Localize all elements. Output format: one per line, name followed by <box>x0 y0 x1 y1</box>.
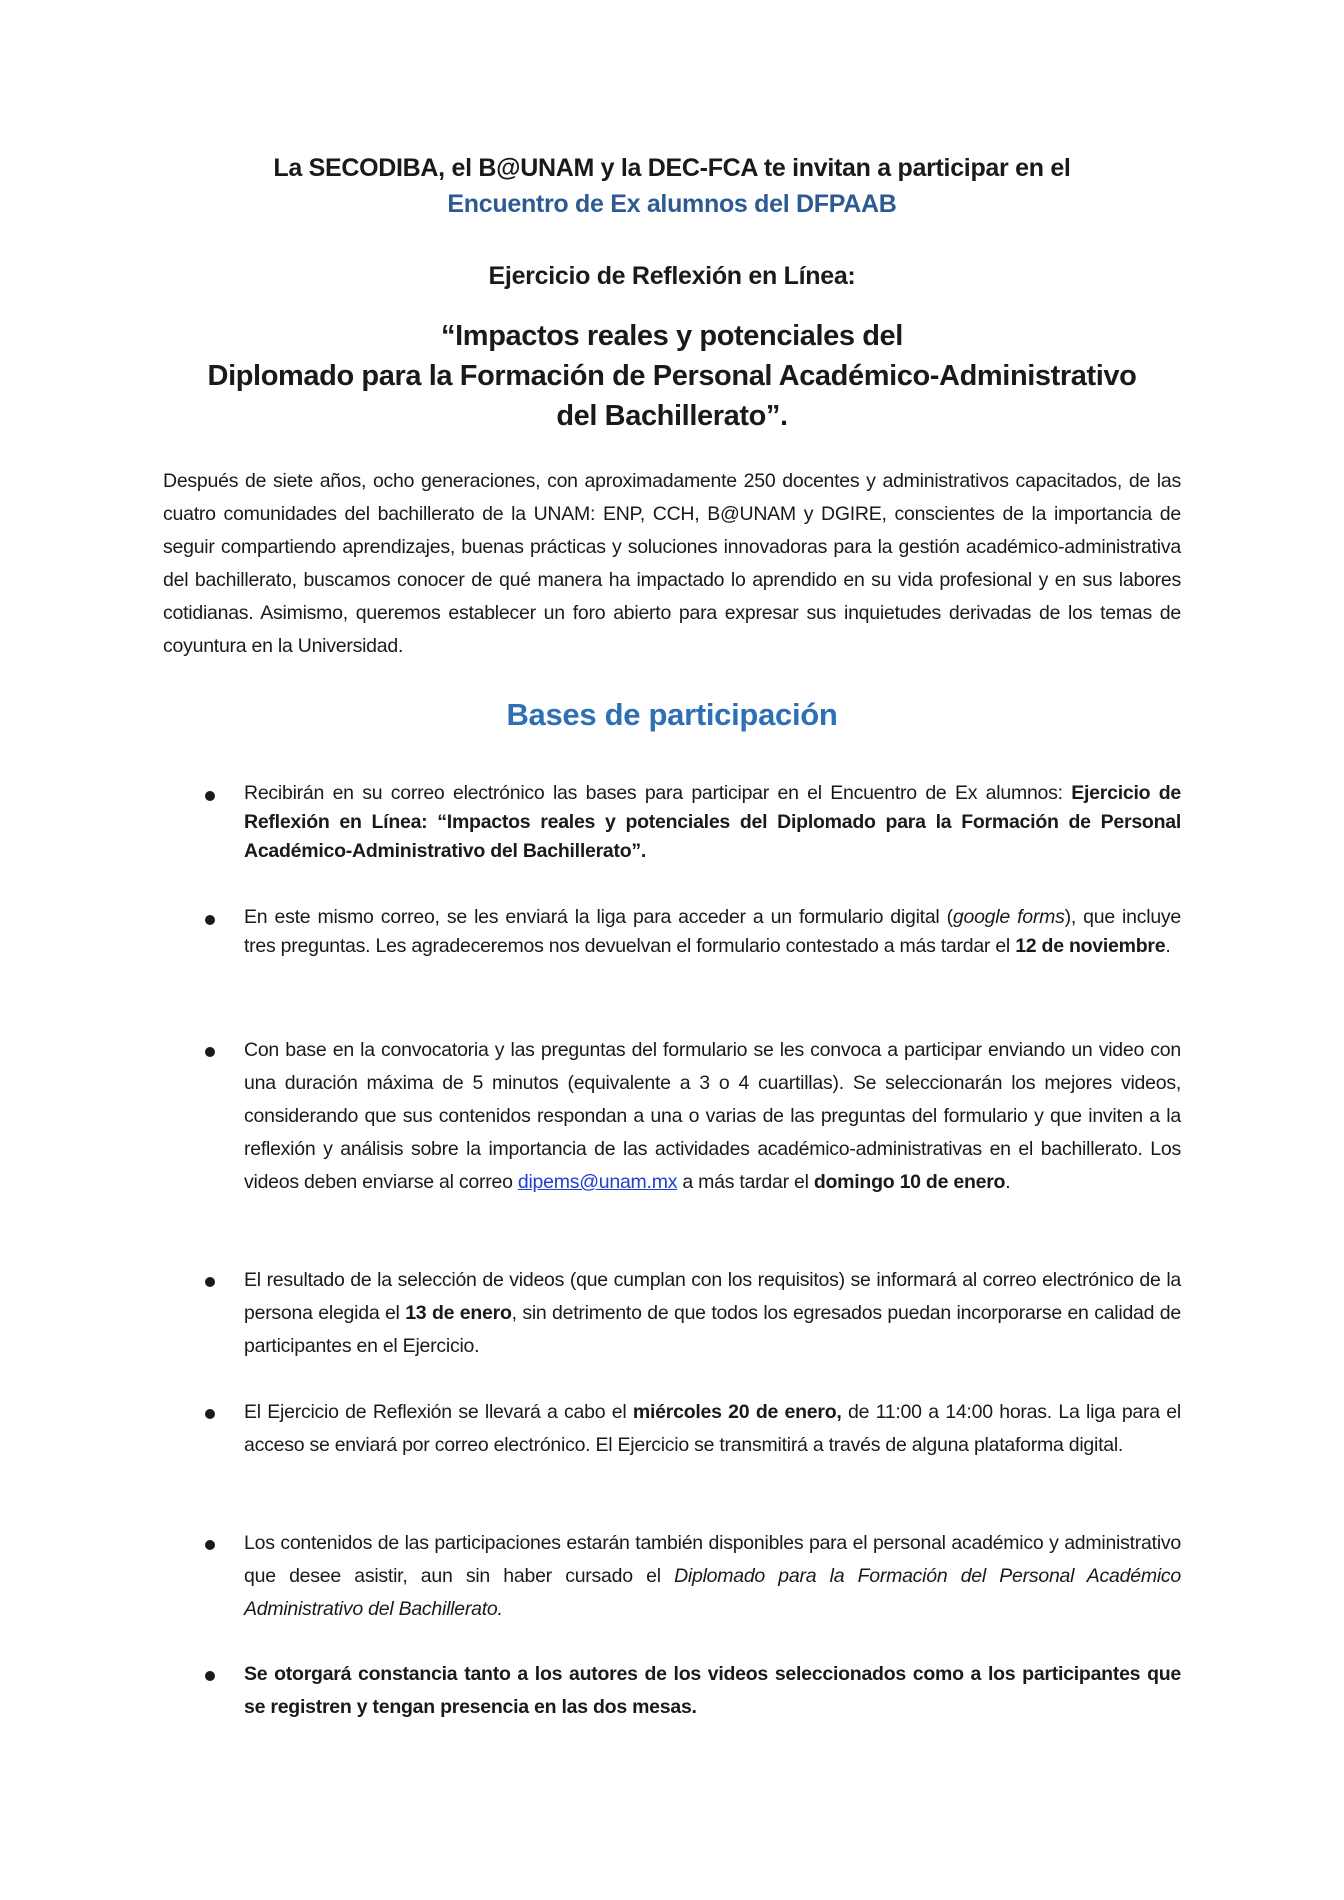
bullet-icon <box>205 1671 215 1681</box>
title-line-3: del Bachillerato”. <box>556 400 788 432</box>
event-name: Encuentro de Ex alumnos del DFPAAB <box>447 190 897 218</box>
bullet-icon <box>205 791 215 801</box>
list-item-text: En este mismo correo, se les enviará la liga para acceder a un formulario digital (google forms), que incluye tres preguntas. Les agradeceremos nos devuelvan el formulario contestado a más tardar el 12 de noviembre. <box>244 906 1182 957</box>
list-item-text: Los contenidos de las participaciones estarán también disponibles para el personal académico y administrativo que desee asistir, aun sin haber cursado el Diplomado para la Formación del Personal Académico Administrativo del Bachillerato. <box>244 1532 1182 1620</box>
title-line-1: “Impactos reales y potenciales del <box>441 320 903 352</box>
title-line-2: Diplomado para la Formación de Personal Académico-Administrativo <box>207 360 1137 392</box>
list-item-text: Recibirán en su correo electrónico las bases para participar en el Encuentro de Ex alumnos: Ejercicio de Reflexión en Línea: “Impactos reales y potenciales del Diplomado para la Formación de Personal Académico-Administrativo del Bachillerato”. <box>244 782 1182 862</box>
bullet-icon <box>205 1409 215 1419</box>
list-item-text: El resultado de la selección de videos (que cumplan con los requisitos) se informará al correo electrónico de la persona elegida el 13 de enero, sin detrimento de que todos los egresados puedan incorporarse en calidad de participantes en el Ejercicio. <box>244 1269 1181 1357</box>
bullet-icon <box>205 1277 215 1287</box>
bases-heading: Bases de participación <box>506 697 838 732</box>
list-item-text: Con base en la convocatoria y las preguntas del formulario se les convoca a participar enviando un video con una duración máxima de 5 minutos (equivalente a 3 o 4 cuartillas). Se seleccionarán los mejores videos, considerando que sus contenidos respondan a una o varias de las preguntas del formulario y que inviten a la reflexión y análisis sobre la importancia de las actividades académico-administrativas en el bachillerato. Los videos deben enviarse al correo dipems@unam.mx a más tardar el domingo 10 de enero. <box>244 1039 1181 1193</box>
document-title <box>120 316 1224 436</box>
list-item-text: Se otorgará constancia tanto a los autores de los videos seleccionados como a los participantes que se registren y tengan presencia en las dos mesas. <box>244 1663 1181 1718</box>
intro-paragraph: Después de siete años, ocho generaciones, con aproximadamente 250 docentes y administrativos capacitados, de las cuatro comunidades del bachillerato de la UNAM: ENP, CCH, B@UNAM y DGIRE, conscientes de la importancia de seguir compartiendo aprendizajes, buenas prácticas y soluciones innovadoras para la gestión académico-administrativa del bachillerato, buscamos conocer de qué manera ha impactado lo aprendido en su vida profesional y en sus labores cotidianas. Asimismo, queremos establecer un foro abierto para expresar sus inquietudes derivadas de los temas de coyuntura en la Universidad. <box>163 470 1181 657</box>
invitation-line: La SECODIBA, el B@UNAM y la DEC-FCA te invitan a participar en el <box>273 154 1071 182</box>
subtitle: Ejercicio de Reflexión en Línea: <box>488 262 856 290</box>
bullet-icon <box>205 1540 215 1550</box>
invitation-header <box>120 150 1224 222</box>
bullet-icon <box>205 915 215 925</box>
list-item-text: El Ejercicio de Reflexión se llevará a cabo el miércoles 20 de enero, de 11:00 a 14:00 horas. La liga para el acceso se enviará por correo electrónico. El Ejercicio se transmitirá a través de alguna plataforma digital. <box>244 1401 1181 1456</box>
bullet-icon <box>205 1047 215 1057</box>
email-link[interactable]: dipems@unam.mx <box>517 1171 678 1193</box>
